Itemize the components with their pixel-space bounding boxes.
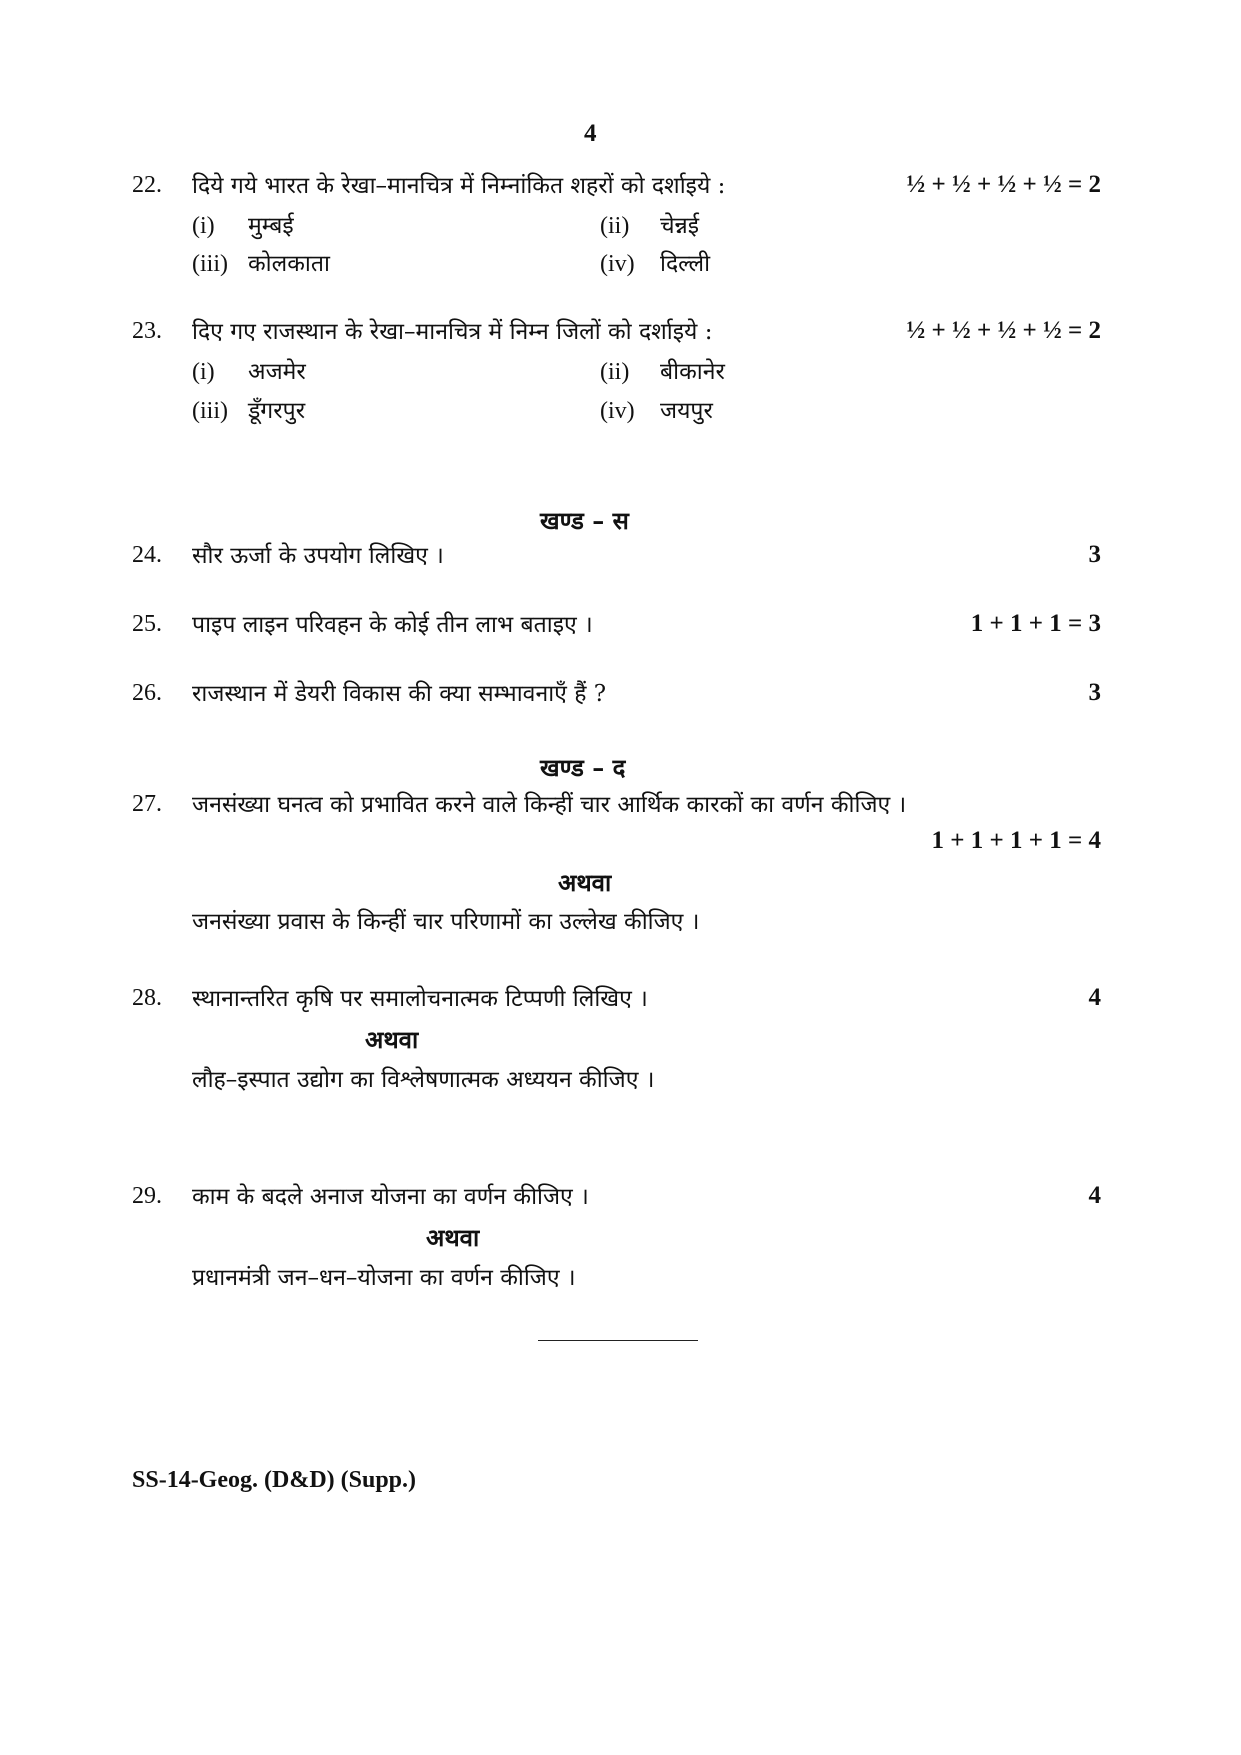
end-divider bbox=[538, 1340, 698, 1341]
option-label: (i) bbox=[192, 213, 215, 239]
option-label: (iv) bbox=[600, 398, 635, 424]
option-text: जयपुर bbox=[660, 398, 713, 424]
question-text: स्थानान्तरित कृषि पर समालोचनात्मक टिप्पणी लिखिए । bbox=[192, 986, 648, 1012]
question-marks: 1 + 1 + 1 + 1 = 4 bbox=[931, 827, 1101, 854]
option-label: (ii) bbox=[600, 359, 630, 385]
alternative-question-text: प्रधानमंत्री जन–धन–योजना का वर्णन कीजिए । bbox=[192, 1265, 576, 1291]
question-number: 25. bbox=[132, 611, 162, 637]
option-label: (i) bbox=[192, 359, 215, 385]
section-heading-s: खण्ड – स bbox=[540, 506, 629, 535]
option-text: चेन्नई bbox=[660, 213, 700, 239]
alternative-question-text: जनसंख्या प्रवास के किन्हीं चार परिणामों का उल्लेख कीजिए । bbox=[192, 909, 700, 935]
question-text: दिए गए राजस्थान के रेखा–मानचित्र में निम्न जिलों को दर्शाइये : bbox=[192, 319, 713, 345]
option-label: (ii) bbox=[600, 213, 630, 239]
question-number: 24. bbox=[132, 542, 162, 568]
question-number: 22. bbox=[132, 172, 162, 198]
question-text: पाइप लाइन परिवहन के कोई तीन लाभ बताइए । bbox=[192, 612, 593, 638]
question-number: 29. bbox=[132, 1183, 162, 1209]
question-marks: 1 + 1 + 1 = 3 bbox=[970, 610, 1101, 637]
question-text: काम के बदले अनाज योजना का वर्णन कीजिए । bbox=[192, 1184, 589, 1210]
question-number: 28. bbox=[132, 985, 162, 1011]
question-text: सौर ऊर्जा के उपयोग लिखिए । bbox=[192, 543, 444, 569]
question-text: जनसंख्या घनत्व को प्रभावित करने वाले किन्हीं चार आर्थिक कारकों का वर्णन कीजिए । bbox=[192, 792, 907, 818]
question-number: 23. bbox=[132, 318, 162, 344]
or-label: अथवा bbox=[426, 1223, 480, 1252]
option-text: मुम्बई bbox=[248, 213, 294, 239]
question-marks: 4 bbox=[1088, 1182, 1101, 1209]
alternative-question-text: लौह–इस्पात उद्योग का विश्लेषणात्मक अध्ययन कीजिए । bbox=[192, 1067, 655, 1093]
question-number: 26. bbox=[132, 680, 162, 706]
question-number: 27. bbox=[132, 791, 162, 817]
paper-code: SS-14-Geog. (D&D) (Supp.) bbox=[132, 1467, 417, 1493]
option-text: डूँगरपुर bbox=[248, 398, 306, 424]
question-marks: ½ + ½ + ½ + ½ = 2 bbox=[906, 171, 1101, 198]
page-number: 4 bbox=[584, 120, 597, 147]
option-label: (iv) bbox=[600, 251, 635, 277]
option-text: दिल्ली bbox=[660, 251, 711, 277]
option-label: (iii) bbox=[192, 398, 228, 424]
question-marks: 4 bbox=[1088, 984, 1101, 1011]
option-text: अजमेर bbox=[248, 359, 306, 385]
question-text: राजस्थान में डेयरी विकास की क्या सम्भावनाएँ हैं ? bbox=[192, 681, 607, 707]
question-marks: 3 bbox=[1088, 541, 1101, 568]
question-marks: ½ + ½ + ½ + ½ = 2 bbox=[906, 317, 1101, 344]
option-label: (iii) bbox=[192, 251, 228, 277]
question-text: दिये गये भारत के रेखा–मानचित्र में निम्नांकित शहरों को दर्शाइये : bbox=[192, 173, 726, 199]
question-marks: 3 bbox=[1088, 679, 1101, 706]
option-text: बीकानेर bbox=[660, 359, 725, 385]
option-text: कोलकाता bbox=[248, 251, 330, 277]
or-label: अथवा bbox=[558, 868, 612, 897]
or-label: अथवा bbox=[365, 1025, 419, 1054]
section-heading-d: खण्ड – द bbox=[540, 753, 626, 782]
